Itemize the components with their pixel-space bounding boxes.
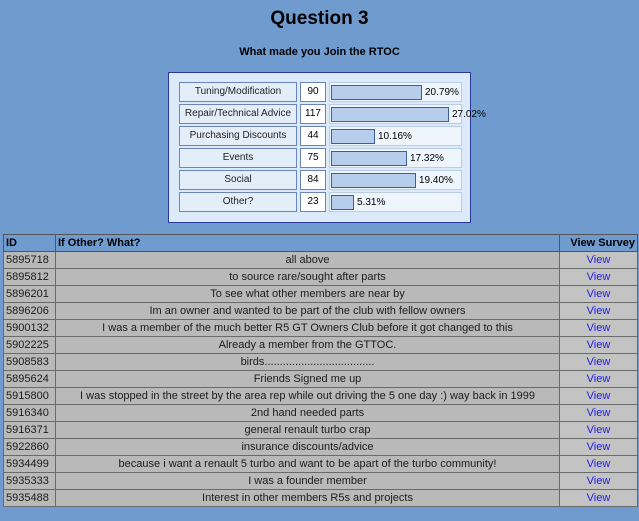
row-answer: Already a member from the GTTOC.: [56, 337, 560, 354]
table-row: [4, 439, 638, 456]
result-count: 44: [300, 126, 326, 146]
table-row: [4, 337, 638, 354]
row-answer: Im an owner and wanted to be part of the club with fellow owners: [56, 303, 560, 320]
row-id: 5922860: [4, 439, 56, 456]
view-cell: [560, 286, 638, 303]
table-row: [4, 371, 638, 388]
row-answer: general renault turbo crap: [56, 422, 560, 439]
results-panel: [168, 72, 486, 223]
view-cell: [560, 371, 638, 388]
view-cell: [560, 456, 638, 473]
row-answer: To see what other members are near by: [56, 286, 560, 303]
view-cell: [560, 388, 638, 405]
table-row: [4, 303, 638, 320]
table-row: [4, 252, 638, 269]
view-survey-link[interactable]: View: [586, 288, 611, 300]
result-count: 75: [300, 148, 326, 168]
result-bar: [331, 129, 375, 144]
result-bar: [331, 151, 407, 166]
row-answer: insurance discounts/advice: [56, 439, 560, 456]
view-cell: [560, 490, 638, 507]
view-survey-link[interactable]: View: [586, 356, 611, 368]
table-row: [4, 456, 638, 473]
view-survey-link[interactable]: View: [586, 322, 611, 334]
result-label: Other?: [179, 192, 297, 212]
view-cell: [560, 439, 638, 456]
view-survey-column-header: View Survey: [560, 235, 638, 252]
result-count: 23: [300, 192, 326, 212]
view-survey-link[interactable]: View: [586, 492, 611, 504]
view-survey-link[interactable]: View: [586, 305, 611, 317]
view-survey-link[interactable]: View: [586, 458, 611, 470]
view-survey-link[interactable]: View: [586, 254, 611, 266]
row-answer: I was stopped in the street by the area rep while out driving the 5 one day :) way back in 1999: [56, 388, 560, 405]
row-answer: to source rare/sought after parts: [56, 269, 560, 286]
result-percent: 17.32%: [410, 153, 444, 164]
table-row: [4, 422, 638, 439]
row-answer: Friends Signed me up: [56, 371, 560, 388]
result-bar: [331, 195, 354, 210]
row-id: 5908583: [4, 354, 56, 371]
result-label: Events: [179, 148, 297, 168]
view-survey-link[interactable]: View: [586, 475, 611, 487]
row-id: 5902225: [4, 337, 56, 354]
result-label: Social: [179, 170, 297, 190]
result-count: 117: [300, 104, 326, 124]
answer-column-header: If Other? What?: [56, 235, 560, 252]
row-answer: I was a member of the much better R5 GT Owners Club before it got changed to this: [56, 320, 560, 337]
row-answer: 2nd hand needed parts: [56, 405, 560, 422]
row-id: 5915800: [4, 388, 56, 405]
page-title: Question 3: [270, 8, 369, 29]
view-survey-link[interactable]: View: [586, 407, 611, 419]
result-bar: [331, 107, 449, 122]
table-row: [4, 320, 638, 337]
row-id: 5935488: [4, 490, 56, 507]
result-percent: 19.40%: [419, 175, 453, 186]
view-cell: [560, 303, 638, 320]
row-id: 5935333: [4, 473, 56, 490]
table-row: [4, 405, 638, 422]
result-bar-track: [329, 104, 486, 124]
row-id: 5916340: [4, 405, 56, 422]
row-answer: because i want a renault 5 turbo and want to be apart of the turbo community!: [56, 456, 560, 473]
row-answer: all above: [56, 252, 560, 269]
view-cell: [560, 422, 638, 439]
table-row: [4, 286, 638, 303]
result-bar-track: [329, 82, 462, 102]
table-row: [4, 269, 638, 286]
row-answer: birds....................................: [56, 354, 560, 371]
row-id: 5896201: [4, 286, 56, 303]
answers-table: [3, 234, 638, 507]
table-row: [4, 354, 638, 371]
result-label: Repair/Technical Advice: [179, 104, 297, 124]
row-answer: Interest in other members R5s and projects: [56, 490, 560, 507]
row-id: 5895624: [4, 371, 56, 388]
view-survey-link[interactable]: View: [586, 271, 611, 283]
row-id: 5900132: [4, 320, 56, 337]
view-cell: [560, 354, 638, 371]
row-id: 5934499: [4, 456, 56, 473]
view-survey-link[interactable]: View: [586, 441, 611, 453]
view-survey-link[interactable]: View: [586, 373, 611, 385]
table-row: [4, 388, 638, 405]
view-cell: [560, 473, 638, 490]
row-id: 5895812: [4, 269, 56, 286]
question-text: What made you Join the RTOC: [239, 46, 400, 58]
id-column-header: ID: [4, 235, 56, 252]
row-answer: I was a founder member: [56, 473, 560, 490]
view-cell: [560, 320, 638, 337]
view-cell: [560, 405, 638, 422]
table-row: [4, 490, 638, 507]
result-count: 84: [300, 170, 326, 190]
result-count: 90: [300, 82, 326, 102]
result-bar-track: [329, 148, 462, 168]
row-id: 5916371: [4, 422, 56, 439]
result-label: Tuning/Modification: [179, 82, 297, 102]
view-cell: [560, 269, 638, 286]
result-bar: [331, 85, 422, 100]
view-cell: [560, 252, 638, 269]
result-percent: 10.16%: [378, 131, 412, 142]
table-row: [4, 473, 638, 490]
view-survey-link[interactable]: View: [586, 339, 611, 351]
result-percent: 27.02%: [452, 109, 486, 120]
result-percent: 5.31%: [357, 197, 386, 208]
view-survey-link[interactable]: View: [586, 390, 611, 402]
view-cell: [560, 337, 638, 354]
table-header-row: [4, 235, 638, 252]
result-bar-track: [329, 170, 462, 190]
result-bar-track: [329, 126, 462, 146]
view-survey-link[interactable]: View: [586, 424, 611, 436]
result-percent: 20.79%: [425, 87, 459, 98]
result-bar-track: [329, 192, 462, 212]
result-label: Purchasing Discounts: [179, 126, 297, 146]
row-id: 5895718: [4, 252, 56, 269]
row-id: 5896206: [4, 303, 56, 320]
result-bar: [331, 173, 416, 188]
